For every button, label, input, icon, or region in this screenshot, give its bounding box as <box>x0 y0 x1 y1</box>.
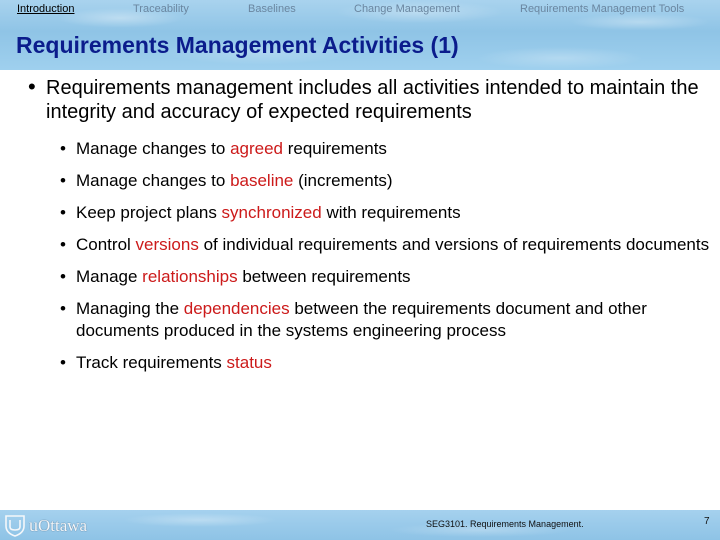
nav-introduction[interactable]: Introduction <box>17 3 75 15</box>
sub-bullet-text: Keep project plans <box>76 203 222 222</box>
nav-requirements-management-tools[interactable]: Requirements Management Tools <box>520 3 685 15</box>
page-number: 7 <box>704 516 710 527</box>
section-nav <box>0 3 720 19</box>
uottawa-logo <box>4 512 90 538</box>
bullet-icon: • <box>60 235 66 254</box>
nav-change-management[interactable]: Change Management <box>354 3 460 15</box>
bullet-icon: • <box>60 139 66 158</box>
highlight-term: synchronized <box>221 203 322 222</box>
sub-bullet-text: between requirements <box>237 267 411 286</box>
sub-bullet-text: Manage <box>76 267 143 286</box>
sub-bullet-list <box>60 138 710 384</box>
sub-bullet-status <box>60 352 710 374</box>
highlight-term: baseline <box>230 171 294 190</box>
sub-bullet-text: Control <box>76 235 136 254</box>
sub-bullet-synchronized <box>60 202 710 224</box>
logo-wordmark: uOttawa <box>29 514 88 535</box>
bullet-icon: • <box>60 299 66 318</box>
sub-bullet-text: with requirements <box>321 203 461 222</box>
slide-header <box>0 0 720 70</box>
sub-bullet-text: (increments) <box>293 171 393 190</box>
nav-baselines[interactable]: Baselines <box>248 3 296 15</box>
bullet-icon: • <box>60 203 66 222</box>
crest-icon <box>4 513 26 537</box>
bullet-icon: • <box>60 267 66 286</box>
sub-bullet-versions <box>60 234 710 256</box>
slide-body <box>0 70 720 510</box>
highlight-term: agreed <box>230 139 283 158</box>
slide-title: Requirements Management Activities (1) <box>16 32 459 58</box>
sub-bullet-text: of individual requirements and versions of requirements documents <box>198 235 710 254</box>
bullet-icon: • <box>28 74 36 99</box>
highlight-term: versions <box>135 235 199 254</box>
bullet-icon: • <box>60 171 66 190</box>
highlight-term: status <box>226 353 272 372</box>
sub-bullet-text: Managing the <box>76 299 184 318</box>
sub-bullet-agreed <box>60 138 710 160</box>
sub-bullet-text: Manage changes to <box>76 171 231 190</box>
highlight-term: relationships <box>142 267 238 286</box>
sub-bullet-text: Manage changes to <box>76 139 231 158</box>
main-bullet <box>28 76 708 124</box>
main-bullet-text: Requirements management includes all activities intended to maintain the integrity and accuracy of expected requirements <box>46 77 699 123</box>
slide-footer <box>0 510 720 540</box>
bullet-icon: • <box>60 353 66 372</box>
sub-bullet-relationships <box>60 266 710 288</box>
course-label: SEG3101. Requirements Management. <box>426 519 584 529</box>
sub-bullet-text: Track requirements <box>76 353 227 372</box>
nav-traceability[interactable]: Traceability <box>133 3 189 15</box>
sub-bullet-baseline <box>60 170 710 192</box>
sub-bullet-text: requirements <box>283 139 387 158</box>
sub-bullet-dependencies <box>60 298 710 342</box>
sub-bullet-text: between the requirements document and other documents produced in the systems engineering process <box>76 299 647 340</box>
highlight-term: dependencies <box>183 299 290 318</box>
